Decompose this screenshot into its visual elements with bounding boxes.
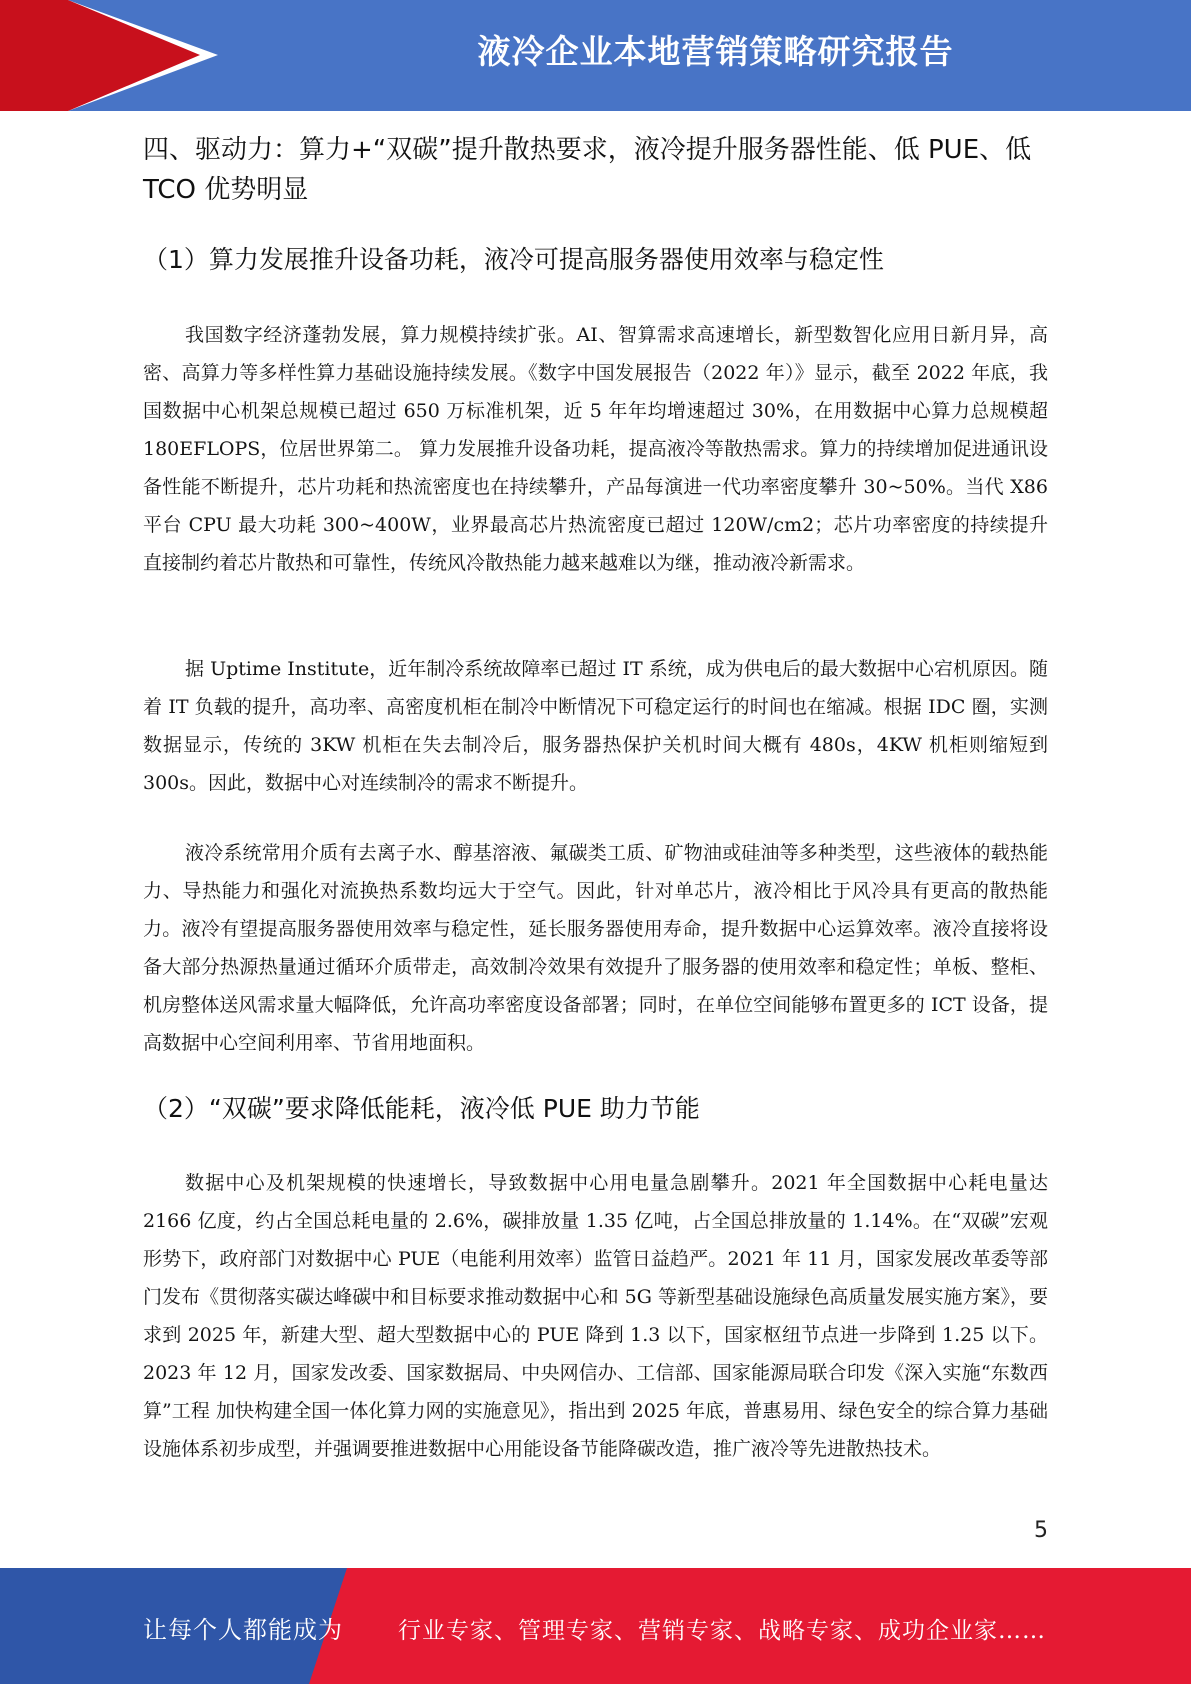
header-red-block (0, 0, 68, 111)
page-number: 5 (1034, 1518, 1048, 1543)
header-banner (0, 0, 1191, 111)
footer-slogan-left: 让每个人都能成为 (143, 1616, 343, 1644)
subsection-1-heading: （1）算力发展推升设备功耗，液冷可提高服务器使用效率与稳定性 (143, 245, 884, 274)
section-heading: 四、驱动力：算力+“双碳”提升散热要求，液冷提升服务器性能、低 PUE、低 TCO 优势明显 (143, 135, 1032, 205)
report-title: 液冷企业本地营销策略研究报告 (477, 32, 954, 71)
footer-slogan-right: 行业专家、管理专家、营销专家、战略专家、成功企业家…… (398, 1618, 1046, 1644)
footer-banner (0, 1568, 1191, 1684)
subsection-1-paragraph-2: 据 Uptime Institute，近年制冷系统故障率已超过 IT 系统，成为供电后的最大数据中心宕机原因。随着 IT 负载的提升，高功率、高密度机柜在制冷中断情况下可稳定运行的时间也在缩减。根据 IDC 圈，实测数据显示，传统的 3KW 机柜在失去制冷后，服务器热保护关机时间大概有 480s，4KW 机柜则缩短到 300s。因此，数据中心对连续制冷的需求不断提升。 (143, 658, 1048, 794)
subsection-1-paragraph-1: 我国数字经济蓬勃发展，算力规模持续扩张。AI、智算需求高速增长，新型数智化应用日新月异，高密、高算力等多样性算力基础设施持续发展。《数字中国发展报告（2022 年）》显示，截至 2022 年底，我国数据中心机架总规模已超过 650 万标准机架，近 5 年年均增速超过 30%，在用数据中心算力总规模超 180EFLOPS，位居世界第二。 算力发展推升设备功耗，提高液冷等散热需求。算力的持续增加促进通讯设备性能不断提升，芯片功耗和热流密度也在持续攀升，产品每演进一代功率密度攀升 30~50%。当代 X86 平台 CPU 最大功耗 300~400W，业界最高芯片热流密度已超过 120W/cm2；芯片功率密度的持续提升直接制约着芯片散热和可靠性，传统风冷散热能力越来越难以为继，推动液冷新需求。 (143, 324, 1048, 574)
subsection-2-paragraph-1: 数据中心及机架规模的快速增长，导致数据中心用电量急剧攀升。2021 年全国数据中心耗电量达 2166 亿度，约占全国总耗电量的 2.6%，碳排放量 1.35 亿吨，占全国总排放量的 1.14%。在“双碳”宏观形势下，政府部门对数据中心 PUE（电能利用效率）监管日益趋严。2021 年 11 月，国家发展改革委等部门发布《贯彻落实碳达峰碳中和目标要求推动数据中心和 5G 等新型基础设施绿色高质量发展实施方案》，要求到 2025 年，新建大型、超大型数据中心的 PUE 降到 1.3 以下，国家枢纽节点进一步降到 1.25 以下。 2023 年 12 月，国家发改委、国家数据局、中央网信办、工信部、国家能源局联合印发《深入实施“东数西算”工程 加快构建全国一体化算力网的实施意见》，指出到 2025 年底，普惠易用、绿色安全的综合算力基础设施体系初步成型，并强调要推进数据中心用能设备节能降碳改造，推广液冷等先进散热技术。 (143, 1172, 1048, 1460)
subsection-2-heading: （2）“双碳”要求降低能耗，液冷低 PUE 助力节能 (143, 1094, 700, 1123)
subsection-1-paragraph-3: 液冷系统常用介质有去离子水、醇基溶液、氟碳类工质、矿物油或硅油等多种类型，这些液体的载热能力、导热能力和强化对流换热系数均远大于空气。因此，针对单芯片，液冷相比于风冷具有更高的散热能力。液冷有望提高服务器使用效率与稳定性，延长服务器使用寿命，提升数据中心运算效率。液冷直接将设备大部分热源热量通过循环介质带走，高效制冷效果有效提升了服务器的使用效率和稳定性；单板、整柜、机房整体送风需求量大幅降低，允许高功率密度设备部署；同时，在单位空间能够布置更多的 ICT 设备，提高数据中心空间利用率、节省用地面积。 (143, 842, 1048, 1054)
